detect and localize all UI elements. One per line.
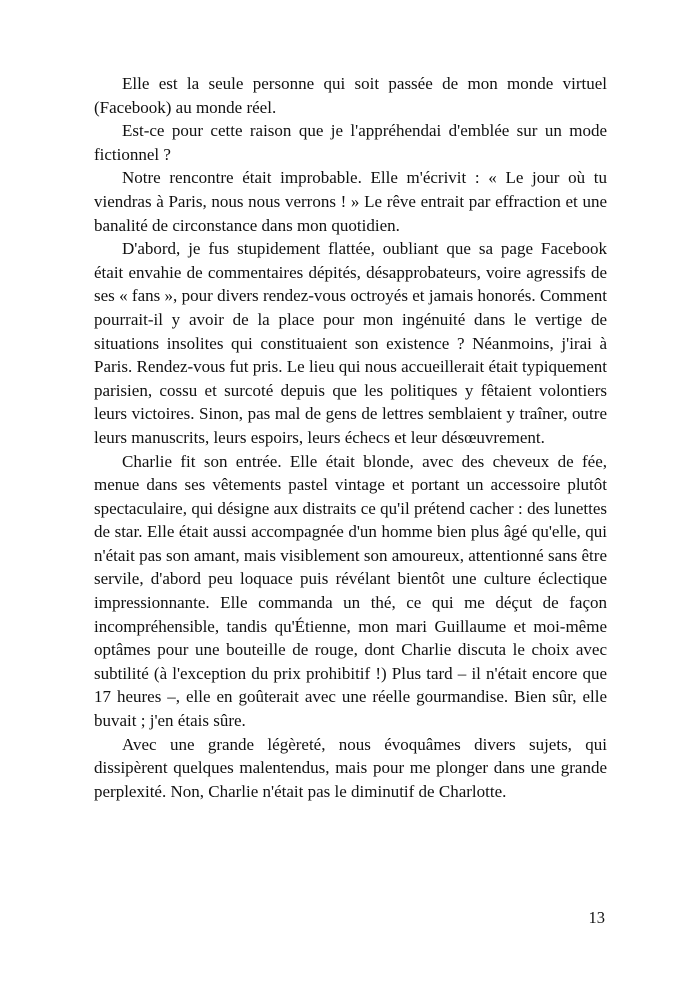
paragraph: D'abord, je fus stupidement flattée, oubliant que sa page Facebook était envahie de commentaires dépités, désapprobateurs, voire agressifs de ses « fans », pour divers rendez-vous octroyés et jamais honorés. Comment pourrait-il y avoir de la place pour mon ingénuité dans le vertige de situations insolites qui constituaient son existence ? Néanmoins, j'irai à Paris. Rendez-vous fut pris. Le lieu qui nous accueillerait était typiquement parisien, cossu et surcoté depuis que les politiques y fêtaient volontiers leurs victoires. Sinon, pas mal de gens de lettres semblaient y traîner, outre leurs manuscrits, leurs espoirs, leurs échecs et leur désœuvrement. <box>94 239 607 447</box>
paragraph: Avec une grande légèreté, nous évoquâmes divers sujets, qui dissipèrent quelques malentendus, mais pour me plonger dans une grande perplexité. Non, Charlie n'était pas le diminutif de Charlotte. <box>94 734 607 801</box>
page-number: 13 <box>588 908 605 927</box>
paragraph: Est-ce pour cette raison que je l'appréhendai d'emblée sur un mode fictionnel ? <box>94 121 607 164</box>
paragraph: Elle est la seule personne qui soit passée de mon monde virtuel (Facebook) au monde réel. <box>94 74 607 117</box>
paragraph: Notre rencontre était improbable. Elle m'écrivit : « Le jour où tu viendras à Paris, nous nous verrons ! » Le rêve entrait par effraction et une banalité de circonstance dans mon quotidien. <box>94 168 607 235</box>
paragraph: Charlie fit son entrée. Elle était blonde, avec des cheveux de fée, menue dans ses vêtements pastel vintage et portant un accessoire plutôt spectaculaire, qui désigne aux distraits ce qu'il prétend cacher : des lunettes de star. Elle était aussi accompagnée d'un homme bien plus âgé qu'elle, qui n'était pas son amant, mais visiblement son amoureux, attentionné sans être servile, d'abord peu loquace puis révélant bientôt une culture éclectique impressionnante. Elle commanda un thé, ce qui me déçut de façon incompréhensible, tandis qu'Étienne, mon mari Guillaume et moi-même optâmes pour une bouteille de rouge, dont Charlie discuta le choix avec subtilité (à l'exception du prix prohibitif !) Plus tard – il n'était encore que 17 heures –, elle en goûterait avec une réelle gourmandise. Bien sûr, elle buvait ; j'en étais sûre. <box>94 451 607 731</box>
body-text <box>94 72 607 803</box>
